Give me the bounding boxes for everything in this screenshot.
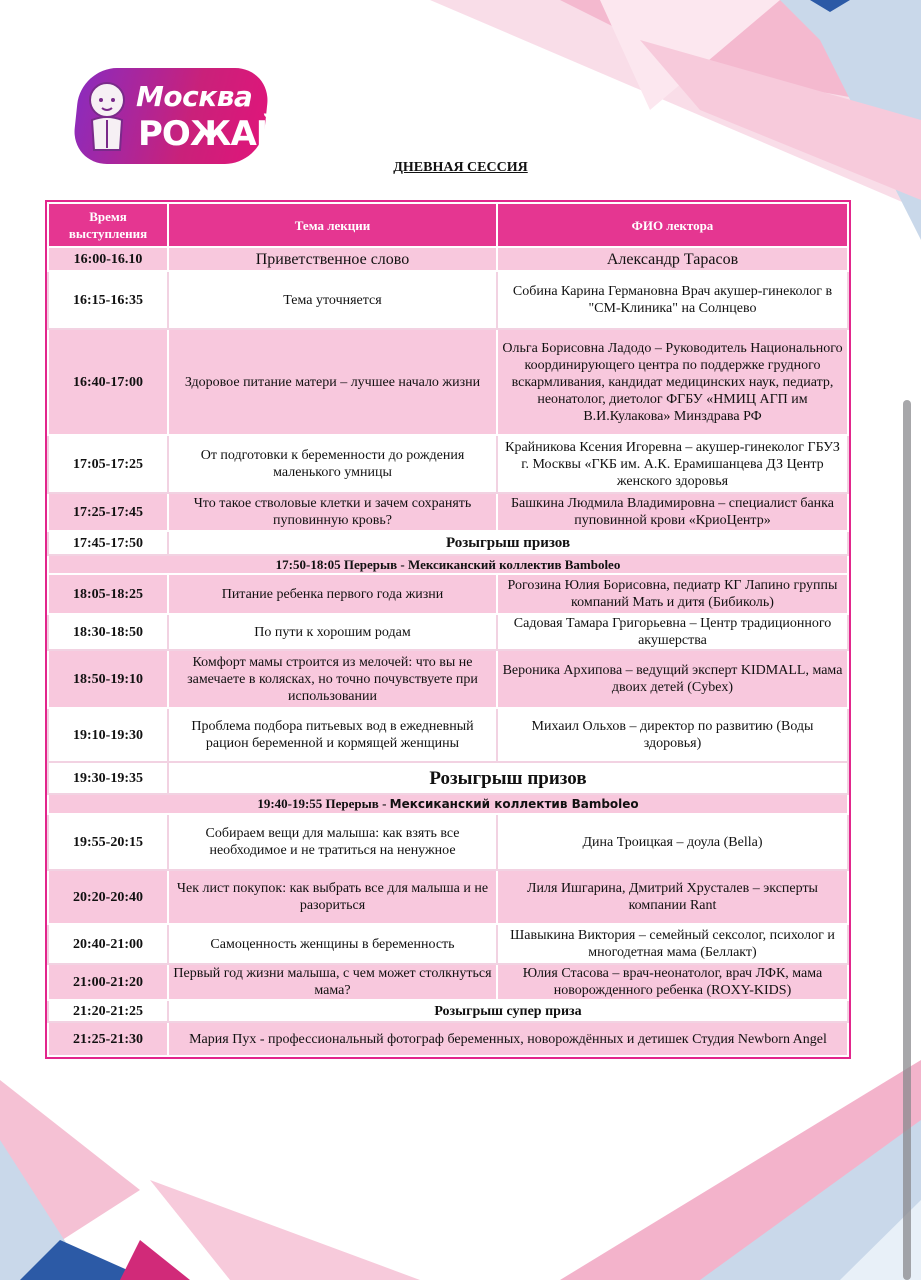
break-row: [48, 555, 848, 574]
row-topic: Тема уточняется: [168, 271, 497, 329]
scrollbar[interactable]: [903, 400, 911, 1280]
row-lecturer: Крайникова Ксения Игоревна – акушер-гинеколог ГБУЗ г. Москвы «ГКБ им. А.К. Ерамишанцева ДЗ Центр женского здоровья: [497, 435, 848, 493]
row-topic: Мария Пух - профессиональный фотограф беременных, новорождённых и детишек Студия Newborn Angel: [168, 1022, 848, 1056]
row-time: 19:55-20:15: [48, 814, 168, 870]
break-text: 17:50-18:05 Перерыв - Мексиканский коллектив Bamboleo: [48, 555, 848, 574]
table-row: [48, 614, 848, 650]
logo-text-line2: РОЖАЙ: [138, 114, 284, 154]
row-time: 18:50-19:10: [48, 650, 168, 708]
row-lecturer: Садовая Тамара Григорьевна – Центр традиционного акушерства: [497, 614, 848, 650]
logo: [76, 68, 284, 164]
row-topic: Чек лист покупок: как выбрать все для малыша и не разориться: [168, 870, 497, 924]
schedule-table: [47, 202, 849, 1057]
row-topic: Самоценность женщины в беременность: [168, 924, 497, 964]
table-row: [48, 493, 848, 531]
row-time: 18:05-18:25: [48, 574, 168, 614]
row-lecturer: Башкина Людмила Владимировна – специалист банка пуповинной крови «КриоЦентр»: [497, 493, 848, 531]
logo-text-line1: Москва: [136, 80, 253, 113]
row-time: 21:25-21:30: [48, 1022, 168, 1056]
break-time: 19:40-19:55 Перерыв -: [257, 796, 390, 811]
row-time: 19:10-19:30: [48, 708, 168, 762]
table-row: [48, 435, 848, 493]
row-topic: Приветственное слово: [168, 247, 497, 271]
row-time: 17:25-17:45: [48, 493, 168, 531]
table-row: [48, 870, 848, 924]
session-title: ДНЕВНАЯ СЕССИЯ: [393, 160, 528, 175]
table-row: [48, 247, 848, 271]
row-time: 16:15-16:35: [48, 271, 168, 329]
row-time: 17:05-17:25: [48, 435, 168, 493]
table-header-row: [48, 203, 848, 247]
row-lecturer: Шавыкина Виктория – семейный сексолог, психолог и многодетная мама (Беллакт): [497, 924, 848, 964]
row-topic: Питание ребенка первого года жизни: [168, 574, 497, 614]
super-prize-draw: Розыгрыш супер приза: [168, 1000, 848, 1022]
table-row: [48, 1022, 848, 1056]
row-time: 21:20-21:25: [48, 1000, 168, 1022]
row-time: 21:00-21:20: [48, 964, 168, 1000]
row-topic: Проблема подбора питьевых вод в ежедневный рацион беременной и кормящей женщины: [168, 708, 497, 762]
row-time: 16:40-17:00: [48, 329, 168, 435]
break-text: [48, 794, 848, 814]
row-lecturer: Рогозина Юлия Борисовна, педиатр КГ Лапино группы компаний Мать и дитя (Бибиколь): [497, 574, 848, 614]
header-topic: Тема лекции: [168, 203, 497, 247]
row-time: 20:20-20:40: [48, 870, 168, 924]
prize-draw: Розыгрыш призов: [168, 762, 848, 794]
row-time: 19:30-19:35: [48, 762, 168, 794]
table-row: [48, 650, 848, 708]
table-row: [48, 924, 848, 964]
break-row: [48, 794, 848, 814]
row-time: 17:45-17:50: [48, 531, 168, 555]
row-time: 20:40-21:00: [48, 924, 168, 964]
row-time: 16:00-16.10: [48, 247, 168, 271]
header-lecturer: ФИО лектора: [497, 203, 848, 247]
row-topic: Комфорт мамы строится из мелочей: что вы не замечаете в колясках, но точно почувствуете при использовании: [168, 650, 497, 708]
break-performer: Мексиканский коллектив Bamboleo: [389, 797, 639, 811]
row-lecturer: Дина Троицкая – доула (Bella): [497, 814, 848, 870]
table-row: [48, 814, 848, 870]
header-time: Время выступления: [48, 203, 168, 247]
baby-icon: [82, 76, 132, 156]
row-lecturer: Юлия Стасова – врач-неонатолог, врач ЛФК, мама новорожденного ребенка (ROXY-KIDS): [497, 964, 848, 1000]
row-time: 18:30-18:50: [48, 614, 168, 650]
row-topic: Здоровое питание матери – лучшее начало жизни: [168, 329, 497, 435]
row-topic: По пути к хорошим родам: [168, 614, 497, 650]
table-row: [48, 271, 848, 329]
row-lecturer: Александр Тарасов: [497, 247, 848, 271]
table-row: [48, 964, 848, 1000]
table-row: [48, 329, 848, 435]
row-lecturer: Лиля Ишгарина, Дмитрий Хрусталев – эксперты компании Rant: [497, 870, 848, 924]
row-topic: Что такое стволовые клетки и зачем сохранять пуповинную кровь?: [168, 493, 497, 531]
row-topic: Первый год жизни малыша, с чем может столкнуться мама?: [168, 964, 497, 1000]
table-row: [48, 531, 848, 555]
table-row: [48, 762, 848, 794]
row-topic: Собираем вещи для малыша: как взять все необходимое и не тратиться на ненужное: [168, 814, 497, 870]
table-row: [48, 708, 848, 762]
table-row: [48, 1000, 848, 1022]
row-topic: От подготовки к беременности до рождения маленького умницы: [168, 435, 497, 493]
prize-draw: Розыгрыш призов: [168, 531, 848, 555]
table-row: [48, 574, 848, 614]
row-lecturer: Ольга Борисовна Ладодо – Руководитель Национального координирующего центра по поддержке грудного вскармливания, кандидат медицинских наук, педиатр, неонатолог, диетолог ФГБУ «НМИЦ АГП им В.И.Кулакова» Минздрава РФ: [497, 329, 848, 435]
row-lecturer: Михаил Ольхов – директор по развитию (Воды здоровья): [497, 708, 848, 762]
row-lecturer: Собина Карина Германовна Врач акушер-гинеколог в "СМ-Клиника" на Солнцево: [497, 271, 848, 329]
row-lecturer: Вероника Архипова – ведущий эксперт KIDMALL, мама двоих детей (Cybex): [497, 650, 848, 708]
